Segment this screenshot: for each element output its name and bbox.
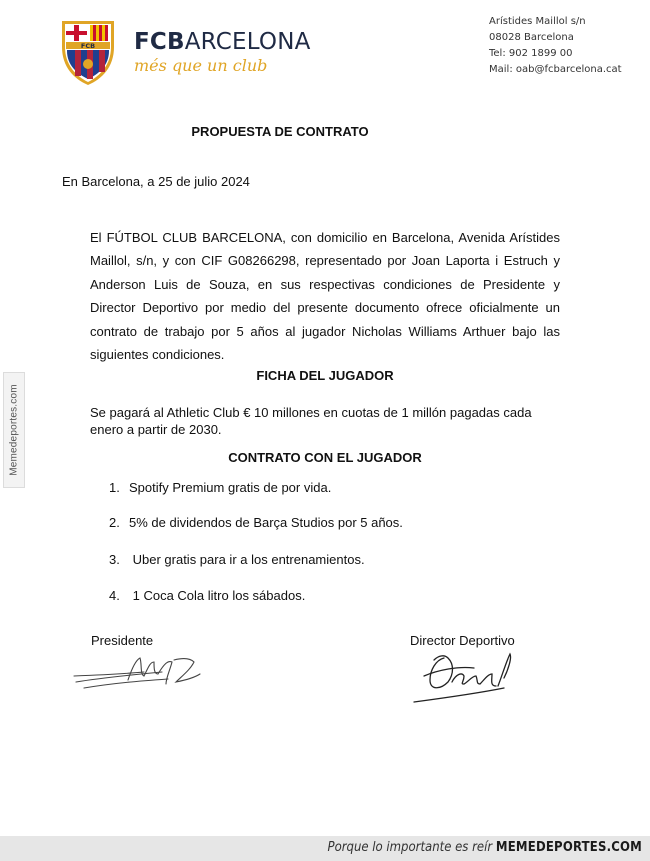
address-phone: Tel: 902 1899 00 (489, 48, 573, 59)
section-title-contrato: CONTRATO CON EL JUGADOR (228, 450, 422, 465)
banner-brand: MEMEDEPORTES.COM (495, 840, 642, 855)
document-title: PROPUESTA DE CONTRATO (191, 124, 369, 139)
clause-text: 1 Coca Cola litro los sábados. (129, 588, 306, 603)
clause-number: 4. (109, 588, 120, 603)
address-city: 08028 Barcelona (489, 32, 574, 43)
list-item (109, 588, 305, 603)
section-title-ficha: FICHA DEL JUGADOR (256, 368, 394, 383)
side-watermark (3, 372, 25, 488)
list-item (109, 552, 365, 567)
clause-number: 1. (109, 480, 120, 495)
brand-name: FCBARCELONA (134, 29, 311, 55)
list-item (109, 515, 403, 530)
banner-slogan: Porque lo importante es reír (327, 840, 493, 855)
clause-number: 2. (109, 515, 120, 530)
list-item (109, 480, 331, 495)
director-signature (404, 646, 522, 708)
clause-text: 5% de dividendos de Barça Studios por 5 años. (129, 515, 403, 530)
banner-text (328, 840, 642, 855)
brand-logo (134, 29, 311, 76)
address-mail: Mail: oab@fcbarcelona.cat (489, 64, 622, 75)
fcb-crest-icon (58, 17, 118, 87)
address-street: Arístides Maillol s/n (489, 16, 586, 27)
club-address (489, 14, 622, 78)
clause-number: 3. (109, 552, 120, 567)
clause-text: Spotify Premium gratis de por vida. (129, 480, 332, 495)
president-signature (70, 648, 210, 694)
intro-paragraph: El FÚTBOL CLUB BARCELONA, con domicilio en Barcelona, Avenida Arístides Maillol, s/n, y con CIF G08266298, representado por Joan Laporta i Estruch y Anderson Luis de Souza, en sus respectivas condiciones de Presidente y Director Deportivo por medio del presente documento ofrece oficialmente un contrato de trabajo por 5 años al jugador Nicholas Williams Arthuer bajo las siguientes condiciones. (90, 230, 560, 363)
bottom-banner (0, 836, 650, 861)
svg-text:FCB: FCB (80, 42, 96, 50)
side-watermark-text: Memedeportes.com (8, 384, 20, 476)
signature-label-director: Director Deportivo (410, 633, 515, 648)
clause-text: Uber gratis para ir a los entrenamientos. (129, 552, 365, 567)
date-line: En Barcelona, a 25 de julio 2024 (62, 174, 250, 189)
signature-label-president: Presidente (91, 633, 154, 648)
transfer-terms: Se pagará al Athletic Club € 10 millones en cuotas de 1 millón pagadas cada enero a partir de 2030. (90, 405, 532, 437)
brand-motto: més que un club (134, 56, 268, 75)
